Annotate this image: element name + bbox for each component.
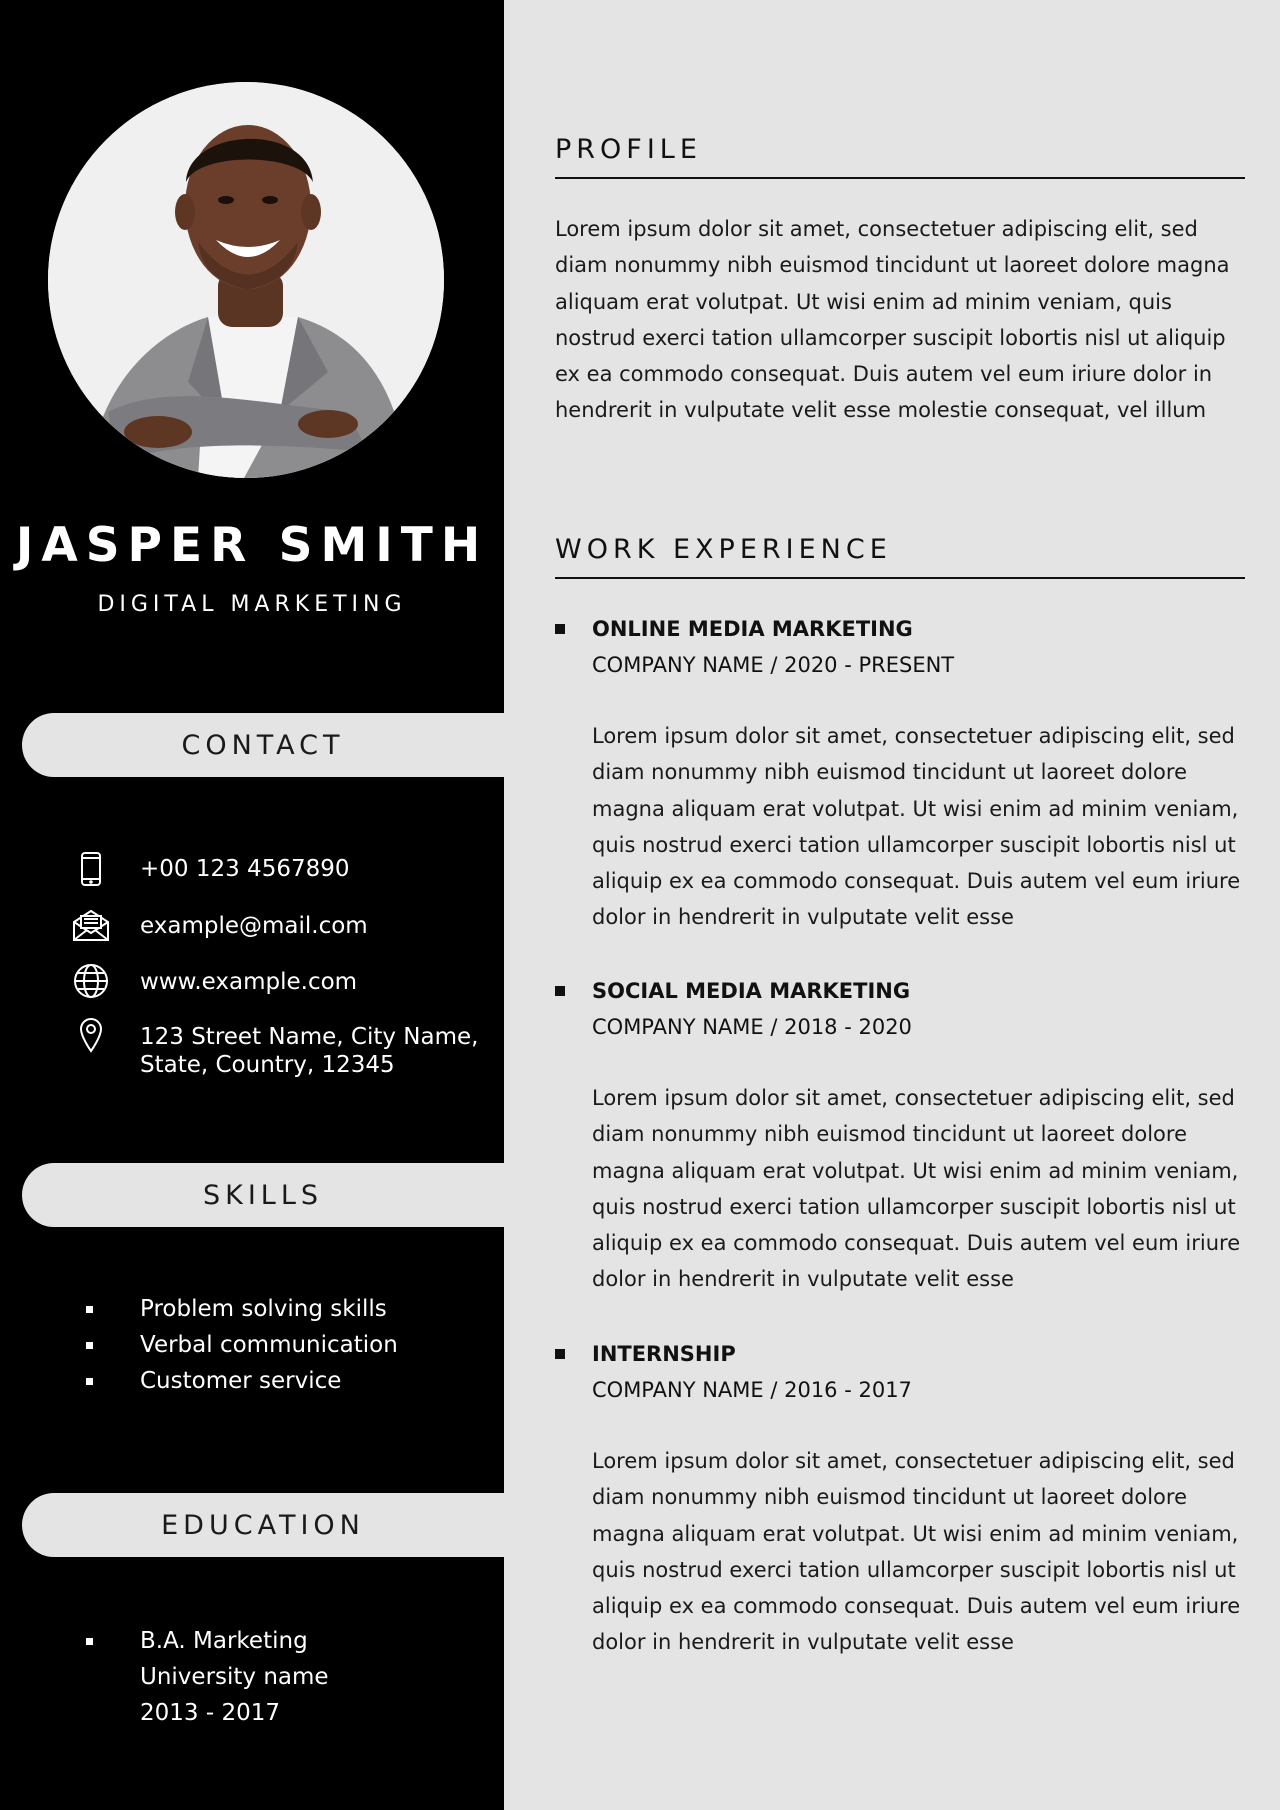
job-title: ONLINE MEDIA MARKETING <box>592 617 913 641</box>
bullet-icon <box>555 624 565 634</box>
profile-text: Lorem ipsum dolor sit amet, consectetuer adipiscing elit, sed diam nonummy nibh euismod tincidunt ut laoreet dolore magna aliquam erat volutpat. Ut wisi enim ad minim veniam, quis nostrud exerci tation ullamcorper suscipit lobortis nisl ut aliquip ex ea commodo consequat. Duis autem vel eum iriure dolor in hendrerit in vulputate velit esse molestie consequat, vel illum <box>555 217 1230 423</box>
bullet-icon <box>86 1306 93 1313</box>
address-line-2: State, Country, 12345 <box>140 1052 395 1078</box>
bullet-icon <box>555 986 565 996</box>
experience-heading: WORK EXPERIENCE <box>555 534 1245 579</box>
skill-item: Verbal communication <box>0 1327 504 1363</box>
job-title: INTERNSHIP <box>592 1342 736 1366</box>
bullet-icon <box>555 1349 565 1359</box>
job-company: COMPANY NAME / 2016 - 2017 <box>592 1378 912 1402</box>
job-company: COMPANY NAME / 2020 - PRESENT <box>592 653 955 677</box>
bullet-icon <box>86 1342 93 1349</box>
job-title: SOCIAL MEDIA MARKETING <box>592 979 911 1003</box>
portrait-image <box>48 82 444 478</box>
envelope-icon <box>70 906 112 944</box>
sidebar <box>0 0 504 1810</box>
location-pin-icon <box>70 1016 112 1054</box>
candidate-name: JASPER SMITH <box>15 518 489 573</box>
bullet-icon <box>86 1378 93 1385</box>
job-description: Lorem ipsum dolor sit amet, consectetuer adipiscing elit, sed diam nonummy nibh euismod tincidunt ut laoreet dolore magna aliquam erat volutpat. Ut wisi enim ad minim veniam, quis nostrud exerci tation ullamcorper suscipit lobortis nisl ut aliquip ex ea commodo consequat. Duis autem vel eum iriure dolor in hendrerit in vulputate velit esse <box>592 1449 1241 1655</box>
education-degree: B.A. Marketing <box>140 1628 308 1654</box>
phone-text: +00 123 4567890 <box>140 856 350 882</box>
candidate-role: DIGITAL MARKETING <box>97 592 407 617</box>
education-school: University name <box>140 1664 329 1690</box>
phone-icon <box>70 850 112 888</box>
bullet-icon <box>86 1638 93 1645</box>
globe-icon <box>70 962 112 1000</box>
job-description: Lorem ipsum dolor sit amet, consectetuer adipiscing elit, sed diam nonummy nibh euismod tincidunt ut laoreet dolore magna aliquam erat volutpat. Ut wisi enim ad minim veniam, quis nostrud exerci tation ullamcorper suscipit lobortis nisl ut aliquip ex ea commodo consequat. Duis autem vel eum iriure dolor in hendrerit in vulputate velit esse <box>592 1086 1241 1292</box>
profile-heading: PROFILE <box>555 134 1245 179</box>
contact-heading: CONTACT <box>22 713 504 777</box>
job-description: Lorem ipsum dolor sit amet, consectetuer adipiscing elit, sed diam nonummy nibh euismod tincidunt ut laoreet dolore magna aliquam erat volutpat. Ut wisi enim ad minim veniam, quis nostrud exerci tation ullamcorper suscipit lobortis nisl ut aliquip ex ea commodo consequat. Duis autem vel eum iriure dolor in hendrerit in vulputate velit esse <box>592 724 1241 930</box>
skill-item: Problem solving skills <box>0 1291 504 1327</box>
email-text: example@mail.com <box>140 913 368 939</box>
address-line-1: 123 Street Name, City Name, <box>140 1024 479 1050</box>
skills-list <box>0 1291 504 1399</box>
skills-heading: SKILLS <box>22 1163 504 1227</box>
education-item <box>0 1623 504 1731</box>
education-heading: EDUCATION <box>22 1493 504 1557</box>
profile-photo <box>48 82 444 478</box>
education-list <box>0 1623 504 1731</box>
website-text: www.example.com <box>140 969 358 995</box>
education-years: 2013 - 2017 <box>140 1700 280 1726</box>
job-company: COMPANY NAME / 2018 - 2020 <box>592 1015 912 1039</box>
skill-item: Customer service <box>0 1363 504 1399</box>
